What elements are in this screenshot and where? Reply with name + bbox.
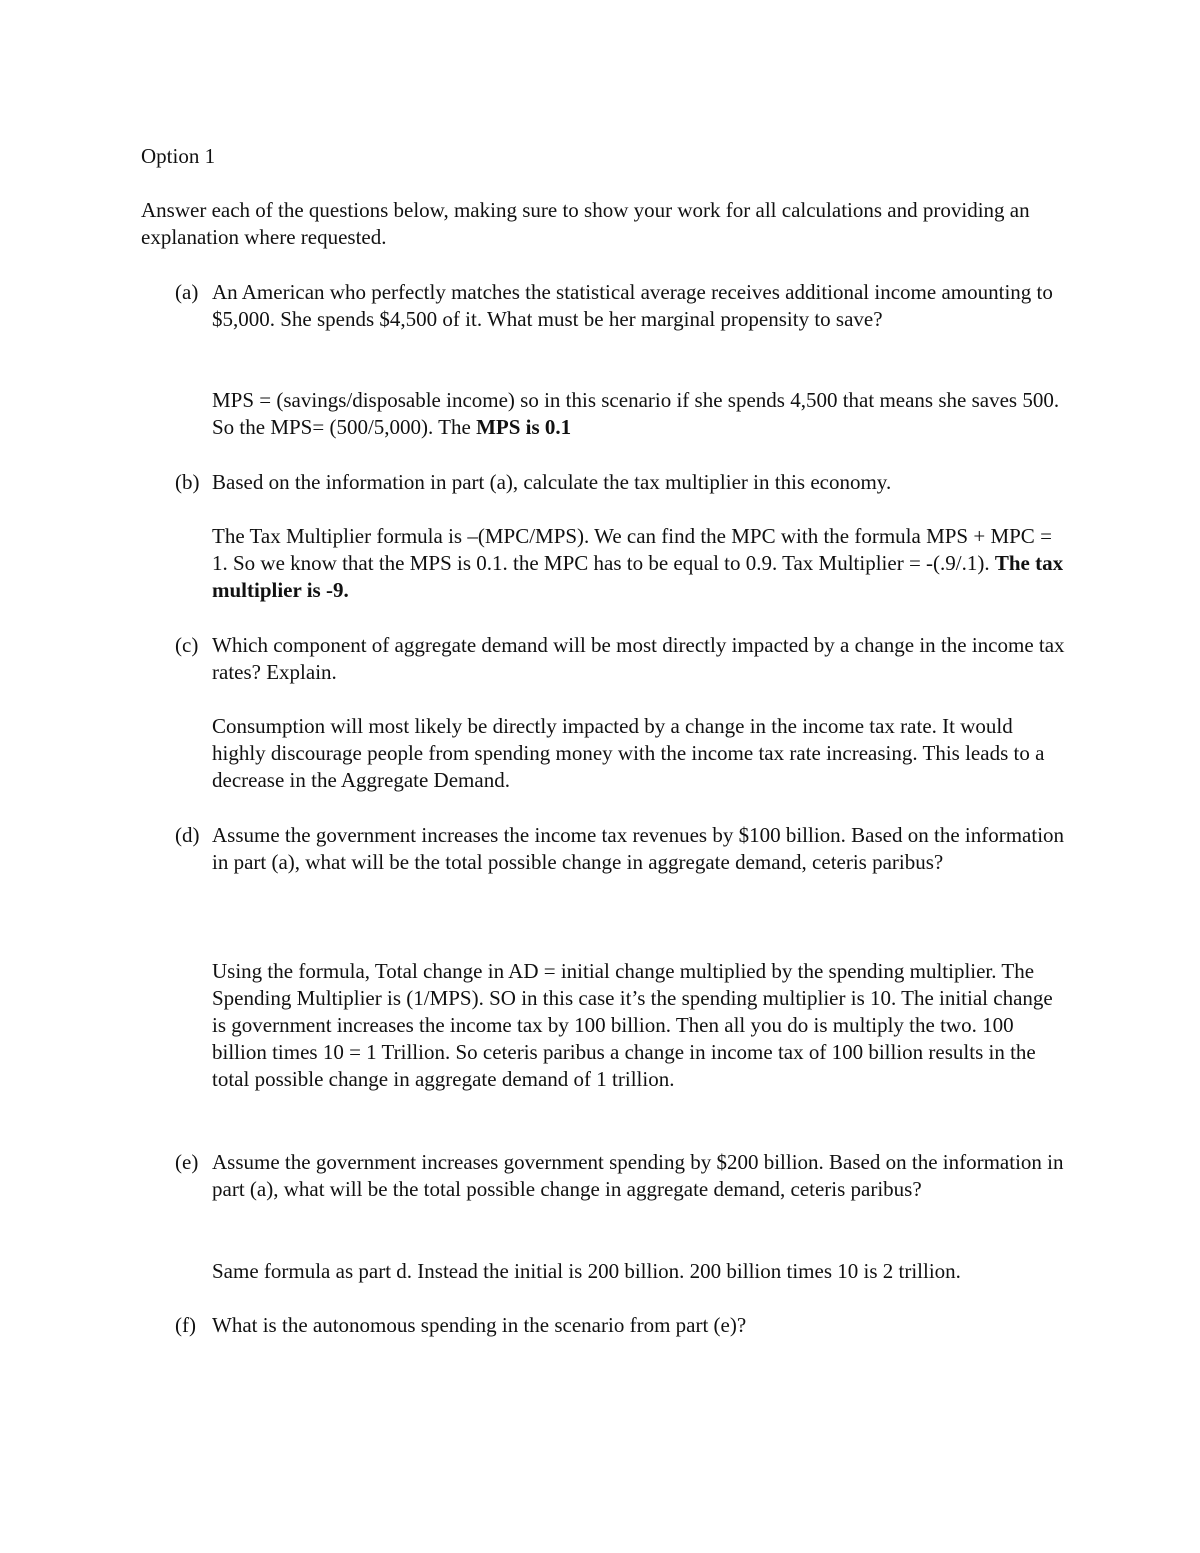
answer-b (212, 523, 1067, 604)
question-label: (d) (175, 823, 200, 847)
question-label: (e) (175, 1150, 199, 1174)
question-label: (a) (175, 280, 199, 304)
answer-text: Using the formula, Total change in AD = initial change multiplied by the spending multiplier. The Spending Multiplier is (1/MPS). SO in this case it’s the spending multiplier is 10. The initial change is government increases the income tax by 100 billion. Then all you do is multiply the two. 100 billion times 10 = 1 Trillion. So ceteris paribus a change in income tax of 100 billion results in the total possible change in aggregate demand of 1 trillion. (212, 959, 1053, 1091)
question-text: Assume the government increases government spending by $200 billion. Based on the information in part (a), what will be the total possible change in aggregate demand, ceteris paribus? (212, 1150, 1064, 1201)
answer-text: Same formula as part d. Instead the initial is 200 billion. 200 billion times 10 is 2 trillion. (212, 1259, 961, 1283)
instructions-paragraph: Answer each of the questions below, making sure to show your work for all calculations and providing an explanation where requested. (141, 198, 1030, 249)
answer-text: The Tax Multiplier formula is –(MPC/MPS). We can find the MPC with the formula MPS + MPC = 1. So we know that the MPS is 0.1. the MPC has to be equal to 0.9. Tax Multiplier = -(.9/.1). (212, 524, 1052, 575)
question-d (141, 822, 1071, 876)
question-label: (b) (175, 470, 200, 494)
document-title: Option 1 (141, 144, 216, 168)
answer-text: Consumption will most likely be directly impacted by a change in the income tax rate. It would highly discourage people from spending money with the income tax rate increasing. This leads to a decrease in the Aggregate Demand. (212, 714, 1045, 792)
question-text: Assume the government increases the income tax revenues by $100 billion. Based on the information in part (a), what will be the total possible change in aggregate demand, ceteris paribus? (212, 823, 1065, 874)
answer-text: MPS = (savings/disposable income) so in this scenario if she spends 4,500 that means she saves 500. So the MPS= (500/5,000). The (212, 388, 1060, 439)
question-text: An American who perfectly matches the statistical average receives additional income amounting to $5,000. She spends $4,500 of it. What must be her marginal propensity to save? (212, 280, 1053, 331)
question-label: (f) (175, 1313, 196, 1337)
question-label: (c) (175, 633, 199, 657)
answer-d (212, 958, 1067, 1093)
question-e (141, 1149, 1071, 1203)
answer-c (212, 713, 1067, 794)
question-text: What is the autonomous spending in the scenario from part (e)? (212, 1313, 747, 1337)
question-c (141, 632, 1071, 686)
answer-highlight: The tax multiplier is -9. (212, 551, 1064, 602)
answer-a (212, 387, 1067, 441)
question-f (141, 1312, 1071, 1339)
question-text: Based on the information in part (a), calculate the tax multiplier in this economy. (212, 470, 892, 494)
answer-e (212, 1258, 1067, 1285)
question-b (141, 469, 1071, 496)
question-text: Which component of aggregate demand will be most directly impacted by a change in the income tax rates? Explain. (212, 633, 1065, 684)
question-a (141, 279, 1071, 333)
answer-highlight: MPS is 0.1 (476, 415, 572, 439)
